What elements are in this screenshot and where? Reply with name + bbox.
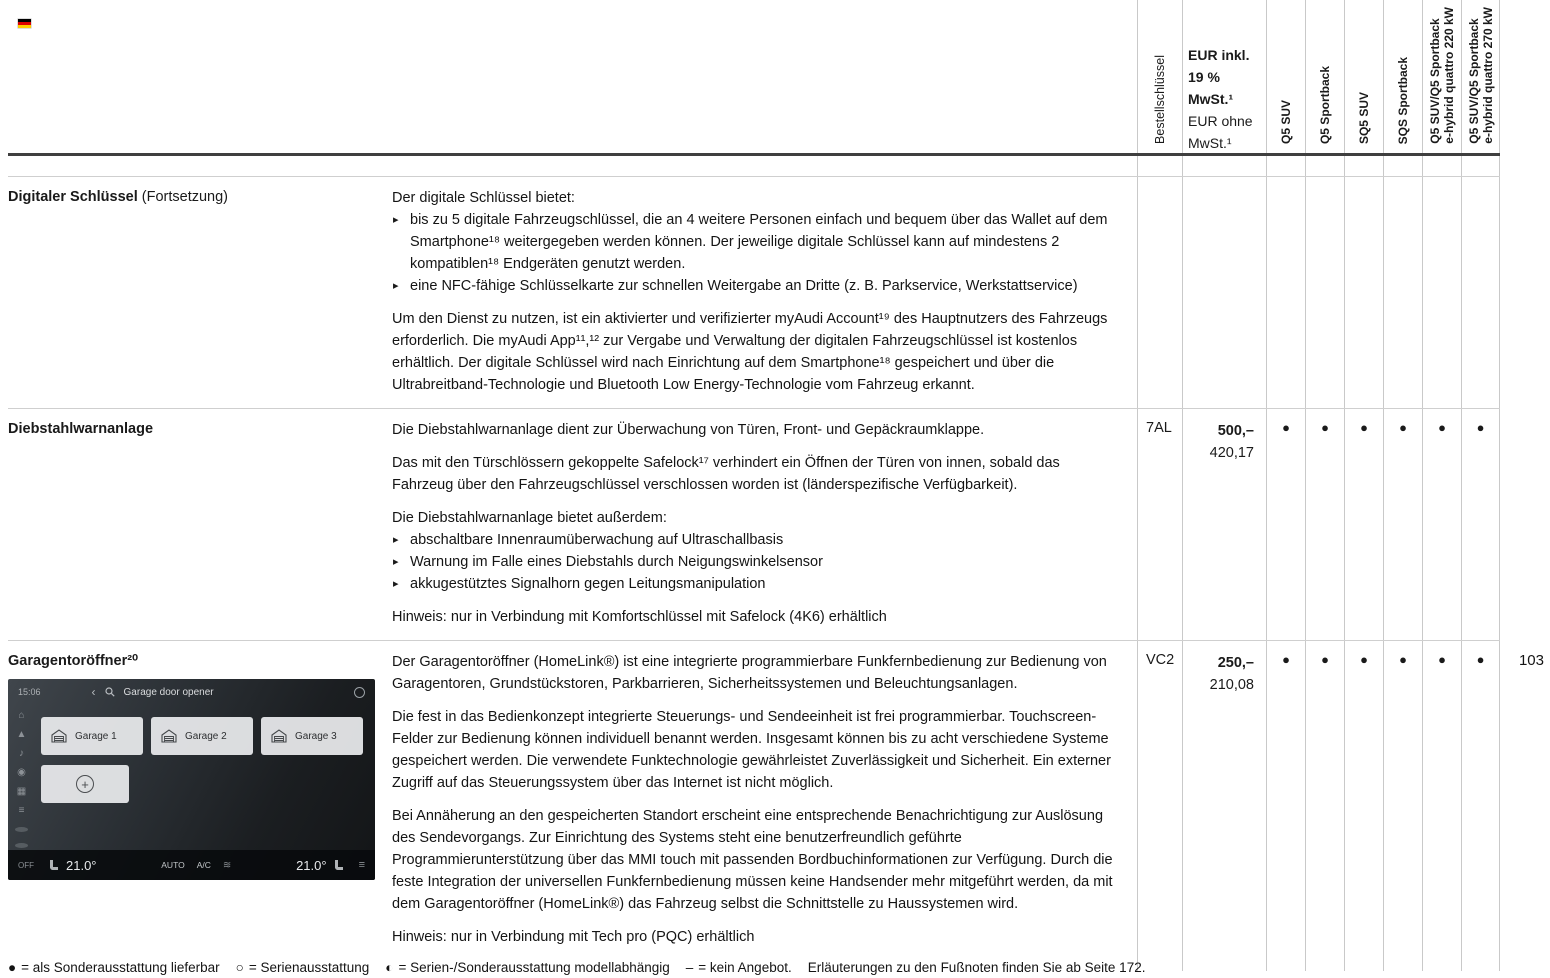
- mmi-sidebar: [8, 705, 35, 848]
- option-title: Diebstahlwarnanlage: [8, 421, 154, 437]
- seat-heat-icon: [335, 860, 343, 870]
- availability-cell: ●: [1422, 409, 1461, 640]
- price-cell: 250,– 210,08: [1182, 641, 1266, 971]
- knob-icon: [15, 827, 28, 832]
- option-description: Der digitale Schlüssel bietet: ▸ bis zu 5 digitale Fahrzeugschlüssel, die an 4 weitere Personen einfach und bequem über das Wallet auf dem Smartphone¹⁸ weitergegeben werden können. Der jeweilige digitale Schlüssel kann auf mindestens 2 kompatiblen¹⁸ Endgeräten genutzt werden. ▸ eine NFC-fähige Schlüsselkarte zur schnellen Weitergabe an Dritte (z. B. Parkservice, Werkstattservice) Um den Dienst zu nutzen, ist ein aktivierter und verifizierter myAudi Account¹⁹ des Hauptnutzers des Fahrzeugs erforderlich. Die myAudi App¹¹,¹² zur Vergabe und Verwaltung der digitalen Fahrzeugschlüssel ist kostenlos erhältlich. Der digitale Schlüssel wird nach Einrichtung auf dem Smartphone¹⁸ gespeichert und über die Ultrabreitband-Technologie und Bluetooth Low Energy-Technologie vom Fahrzeug erkannt.: [392, 177, 1137, 408]
- menu-icon: ≡: [18, 805, 25, 816]
- table-header: [8, 0, 1500, 156]
- filled-circle-icon: ●: [8, 960, 17, 975]
- bullet-item: ▸ Warnung im Falle eines Diebstahls durch Neigungswinkelsensor: [392, 551, 1117, 573]
- availability-cell: ●: [1383, 641, 1422, 971]
- column-header-ehybrid-270: Q5 SUV/Q5 Sportback e-hybrid quattro 270 kW: [1461, 0, 1500, 154]
- order-code-cell: [1137, 177, 1182, 408]
- availability-cell: [1344, 177, 1383, 408]
- availability-cell: ●: [1344, 409, 1383, 640]
- bullet-item: ▸ abschaltbare Innenraumüberwachung auf Ultraschallbasis: [392, 529, 1117, 551]
- option-title: Garagentoröffner²⁰ 15:06 ‹ Garage door opener ⌂ ▲ ♪ ◉ ▦ ≡ Garage 1 Garage 2 Garage 3 + OFF 21.0° AUTO A/C ≋ 21.0° ≡: [8, 641, 392, 971]
- availability-cell: ●: [1266, 409, 1305, 640]
- column-header-ehybrid-220: Q5 SUV/Q5 Sportback e-hybrid quattro 220 kW: [1422, 0, 1461, 154]
- availability-cell: [1305, 177, 1344, 408]
- availability-cell: ●: [1461, 409, 1500, 640]
- mmi-screenshot: [8, 679, 375, 880]
- price-cell: [1182, 177, 1266, 408]
- temp-right: 21.0°: [296, 857, 327, 873]
- column-header-bestellschluessel: Bestellschlüssel: [1137, 0, 1182, 154]
- header-spacer-band: [8, 156, 1500, 177]
- footnote-reference: Erläuterungen zu den Fußnoten finden Sie ab Seite 172.: [807, 960, 1146, 975]
- availability-cell: ●: [1344, 641, 1383, 971]
- availability-cell: [1383, 177, 1422, 408]
- availability-cell: ●: [1266, 641, 1305, 971]
- table-row: [8, 177, 1500, 409]
- knob-icon: [15, 843, 28, 848]
- column-header-sq5-suv: SQ5 SUV: [1344, 0, 1383, 154]
- mmi-climate-bar: [8, 850, 375, 880]
- header-label-spacer: [8, 0, 392, 154]
- auto-label: AUTO: [161, 859, 185, 870]
- bullet-item: ▸ akkugestütztes Signalhorn gegen Leitungsmanipulation: [392, 573, 1117, 595]
- garage-tile-1: Garage 1: [41, 717, 143, 755]
- option-description: Die Diebstahlwarnanlage dient zur Überwachung von Türen, Front- und Gepäckraumklappe. Das mit den Türschlössern gekoppelte Safelock¹⁷ verhindert ein Öffnen der Türen von innen, sobald das Fahrzeug über den Fahrzeugschlüssel verschlossen worden ist (länderspezifische Verfügbarkeit). Die Diebstahlwarnanlage bietet außerdem: ▸ abschaltbare Innenraumüberwachung auf Ultraschallbasis ▸ Warnung im Falle eines Diebstahls durch Neigungswinkelsensor ▸ akkugestütztes Signalhorn gegen Leitungsmanipulation Hinweis: nur in Verbindung mit Komfortschlüssel mit Safelock (4K6) erhältlich: [392, 409, 1137, 640]
- table-row: [8, 641, 1500, 971]
- seat-heat-icon: [50, 860, 58, 870]
- temp-left: 21.0°: [66, 857, 97, 873]
- garage-icon: [51, 729, 67, 743]
- garage-icon: [271, 729, 287, 743]
- garage-icon: [161, 729, 177, 743]
- availability-cell: ●: [1305, 409, 1344, 640]
- garage-tile-2: Garage 2: [151, 717, 253, 755]
- order-code-cell: 7AL: [1137, 409, 1182, 640]
- climate-menu-icon: ≡: [358, 858, 365, 871]
- column-header-q5-sportback: Q5 Sportback: [1305, 0, 1344, 154]
- option-description: Der Garagentoröffner (HomeLink®) ist eine integrierte programmierbare Funkfernbedienung zur Bedienung von Garagentoren, Grundstückstoren, Parkbarrieren, Sicherheitssystemen und Beleuchtungsanlagen. Die fest in das Bedienkonzept integrierte Steuerungs- und Sendeeinheit ist frei programmierbar. Touchscreen-Felder zur Bedienung können individuell benannt werden. Insgesamt können bis zu acht verschiedene Systeme gespeichert werden. Die verwendete Funktechnologie gewährleistet Zuverlässigkeit und Sicherheit. Ein externer Zugriff auf das Steuerungssystem über das Internet ist nicht möglich. Bei Annäherung an den gespeicherten Standort erscheint eine entsprechende Benachrichtigung zur Auslösung des Sendevorgangs. Zur Einrichtung des Systems steht eine benutzerfreundlich geführte Programmierunterstützung über das MMI touch mit passenden Bordbuchinformationen zur Verfügung. Durch die feste Integration der universellen Funkfernbedienung müssen keine Handsender mehr mitgeführt werden, da mit dem Garagentoröffner (HomeLink®) das Fahrzeug selbst die Schnittstelle zu Haussystemen wird. Hinweis: nur in Verbindung mit Tech pro (PQC) erhältlich: [392, 654, 1113, 945]
- garage-tile-3: Garage 3: [261, 717, 363, 755]
- home-icon: ⌂: [18, 710, 25, 721]
- price-cell: 500,– 420,17: [1182, 409, 1266, 640]
- dash-icon: –: [685, 960, 694, 975]
- open-circle-icon: ○: [235, 960, 244, 975]
- availability-cell: [1461, 177, 1500, 408]
- header-desc-spacer: [392, 0, 1137, 154]
- availability-cell: ●: [1383, 409, 1422, 640]
- availability-cell: ●: [1305, 641, 1344, 971]
- bullet-item: ▸ bis zu 5 digitale Fahrzeugschlüssel, die an 4 weitere Personen einfach und bequem über das Wallet auf dem Smartphone¹⁸ weitergegeben werden können. Der jeweilige digitale Schlüssel kann auf mindestens 2 kompatiblen¹⁸ Endgeräten genutzt werden.: [392, 209, 1117, 275]
- column-header-sq5-sportback: SQS Sportback: [1383, 0, 1422, 154]
- profile-icon: [354, 687, 365, 698]
- apps-icon: ▦: [16, 786, 27, 797]
- defrost-icon: ≋: [222, 859, 232, 871]
- footer-legend: ● = als Sonderausstattung lieferbar ○ = Serienausstattung ◐ = Serien-/Sonderausstattung modellabhängig – = kein Angebot. Erläuterungen zu den Fußnoten finden Sie ab Seite 172.: [8, 960, 1146, 975]
- column-header-q5-suv: Q5 SUV: [1266, 0, 1305, 154]
- mmi-screen-title: Garage door opener: [123, 686, 214, 698]
- nav-icon: ▲: [16, 729, 27, 740]
- availability-cell: ●: [1461, 641, 1500, 971]
- half-circle-icon: ◐: [385, 960, 394, 975]
- column-header-price: EUR inkl. 19 % MwSt.¹ EUR ohne MwSt.¹: [1182, 0, 1266, 154]
- options-table: [8, 0, 1500, 971]
- order-code-cell: VC2: [1137, 641, 1182, 971]
- option-title: Digitaler Schlüssel (Fortsetzung): [8, 189, 228, 205]
- media-icon: ♪: [19, 748, 24, 759]
- mmi-clock: 15:06: [18, 686, 41, 697]
- availability-cell: [1266, 177, 1305, 408]
- availability-cell: ●: [1422, 641, 1461, 971]
- bullet-item: ▸ eine NFC-fähige Schlüsselkarte zur schnellen Weitergabe an Dritte (z. B. Parkservice, Werkstattservice): [392, 275, 1117, 297]
- climate-off-label: OFF: [18, 860, 34, 870]
- phone-icon: ◉: [17, 767, 26, 778]
- ac-label: A/C: [196, 859, 211, 870]
- page-number: 103: [1518, 652, 1544, 669]
- plus-icon: +: [76, 775, 94, 793]
- table-row: [8, 409, 1500, 641]
- availability-cell: [1422, 177, 1461, 408]
- add-garage-tile: [41, 765, 129, 803]
- search-icon: [105, 687, 115, 697]
- back-icon: ‹: [91, 684, 96, 699]
